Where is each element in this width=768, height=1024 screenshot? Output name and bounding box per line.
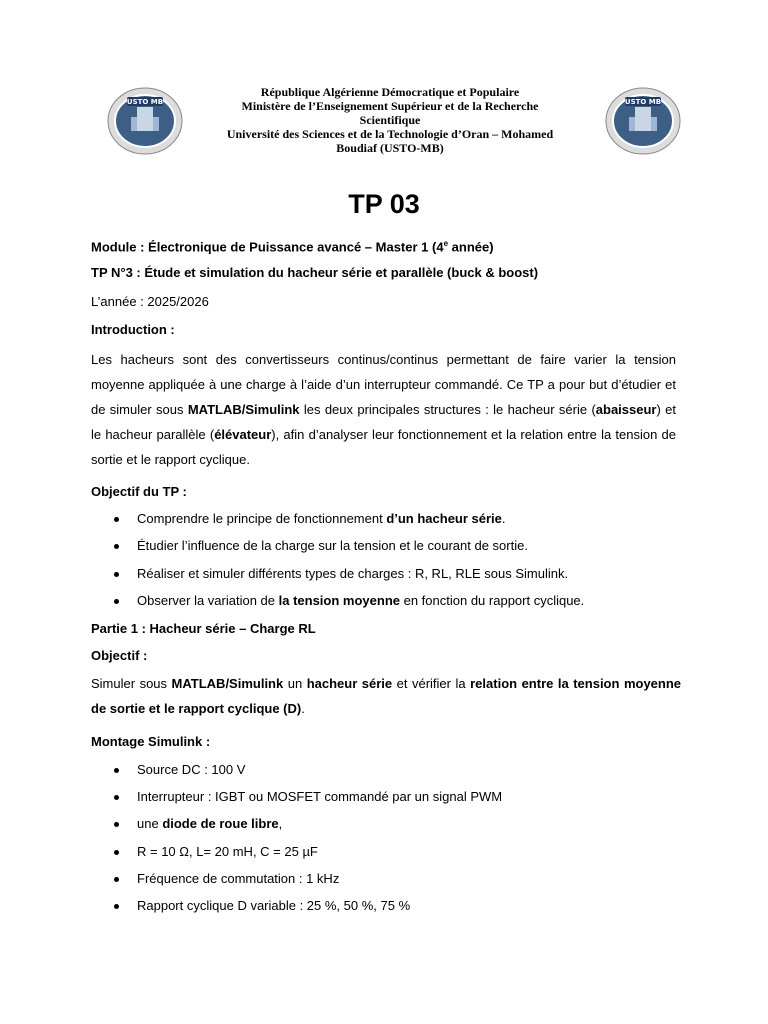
objectif-tp-heading: Objectif du TP : [91,484,187,499]
header-line-ministry: Ministère de l’Enseignement Supérieur et de la Recherche [241,99,539,113]
bullet-icon [114,572,119,577]
bullet-icon [114,768,119,773]
bullet-icon [114,517,119,522]
bullet-icon [114,850,119,855]
partie1-heading: Partie 1 : Hacheur série – Charge RL [91,621,316,636]
header-line-ministry-cont: Scientifique [359,113,421,127]
bullet-icon [114,904,119,909]
seal-text: USTO MB [624,98,662,106]
montage-heading: Montage Simulink : [91,734,211,749]
university-seal-left [107,87,183,155]
page-title: TP 03 [348,189,420,219]
objectif-heading: Objectif : [91,648,148,663]
university-seal-right [605,87,681,155]
year-line: L’année : 2025/2026 [91,294,209,309]
header-line-republic: République Algérienne Démocratique et Populaire [260,85,520,99]
module-line: Module : Électronique de Puissance avancé – Master 1 (4e année) [91,239,494,255]
objectif-paragraph: Simuler sous MATLAB/Simulink un hacheur série et vérifier la relation entre la tension moyenne de sortie et le rapport cyclique (D). [91,676,682,716]
intro-paragraph: Les hacheurs sont des convertisseurs continus/continus permettant de faire varier la tension moyenne appliquée à une charge à l’aide d’un interrupteur commandé. Ce TP a pour but d’étudier et de simuler sous MATLAB/Simulink les deux principales structures : le hacheur série (abaisseur) et le hacheur parallèle (élévateur), afin d’analyser leur fonctionnement et la relation entre la tension de sortie et le rapport cyclique. [91,352,676,467]
tp-line: TP N°3 : Étude et simulation du hacheur série et parallèle (buck & boost) [91,265,539,280]
bullet-icon [114,795,119,800]
bullet-icon [114,877,119,882]
bullet-icon [114,822,119,827]
intro-heading: Introduction : [91,322,175,337]
bullet-icon [114,599,119,604]
header-line-university: Université des Sciences et de la Technologie d’Oran – Mohamed [226,127,554,141]
seal-text: USTO MB [126,98,164,106]
institution-header [200,85,580,155]
bullet-icon [114,544,119,549]
header-line-university-cont: Boudiaf (USTO-MB) [336,141,444,155]
